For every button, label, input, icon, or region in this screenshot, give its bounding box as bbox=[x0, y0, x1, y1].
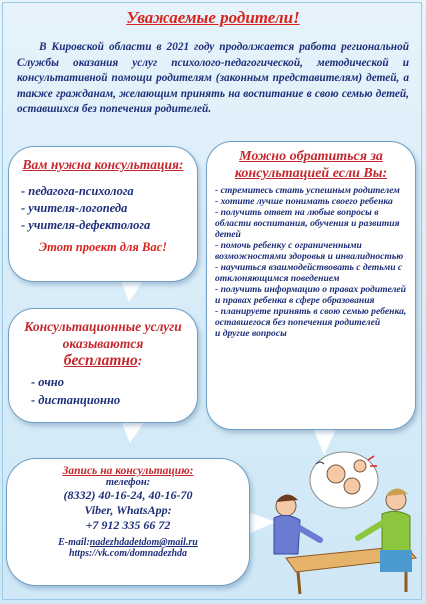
list-item: - получить ответ на любые вопросы в области воспитания, обучения и развития детей bbox=[215, 207, 400, 240]
free-label: бесплатно bbox=[63, 352, 138, 369]
vk-link[interactable]: https://vk.com/domnadezhda bbox=[68, 548, 188, 559]
reasons-list bbox=[215, 185, 409, 339]
phone-numbers[interactable]: (8332) 40-16-24, 40-16-70 bbox=[63, 488, 193, 502]
record-title: Запись на консультацию: bbox=[62, 465, 194, 477]
list-item: - очно bbox=[31, 375, 64, 389]
contacts-bubble bbox=[6, 458, 250, 586]
consultation-illustration-icon bbox=[256, 444, 420, 596]
services-title bbox=[9, 318, 197, 369]
mobile-number[interactable]: +7 912 335 66 72 bbox=[85, 518, 171, 532]
list-item: - учителя-дефектолога bbox=[21, 218, 151, 232]
list-item: - получить информацию о правах родителей и правах ребенка в сфере образования bbox=[215, 284, 407, 306]
list-item: - помочь ребенку с ограниченными возможностями здоровья и инвалидностью bbox=[215, 240, 404, 262]
list-item: - педагога-психолога bbox=[21, 184, 134, 198]
page-title: Уважаемые родители! bbox=[126, 8, 300, 27]
list-item: - хотите лучше понимать своего ребенка bbox=[215, 196, 393, 207]
who-can-apply-title: Можно обратиться за консультацией если Вы: bbox=[234, 149, 388, 181]
phone-label: телефон: bbox=[105, 477, 151, 488]
services-title-colon: : bbox=[137, 353, 143, 368]
list-item: - дистанционно bbox=[31, 393, 121, 407]
list-item: - планируете принять в свою семью ребенка, оставшегося без попечения родителей bbox=[215, 306, 407, 328]
email-link[interactable]: nadezhdadetdom@mail.ru bbox=[89, 537, 198, 548]
list-item: - стремитесь стать успешным родителем bbox=[215, 185, 400, 196]
list-item: - учителя-логопеда bbox=[21, 201, 128, 215]
format-list bbox=[31, 373, 197, 409]
intro-paragraph: В Кировской области в 2021 году продолжается работа региональной Службы оказания услуг психолого-педагогической, методической и консультативной помощи родителям (законным представителям) детей, а также гражданам, желающим принять на воспитание в свою семью детей, оставшихся без попечения родителей. bbox=[17, 41, 409, 115]
consultation-need-bubble bbox=[8, 146, 198, 282]
specialist-list bbox=[21, 183, 197, 234]
project-slogan: Этот проект для Вас! bbox=[39, 240, 167, 254]
consultation-need-title: Вам нужна консультация: bbox=[22, 157, 184, 172]
email-line bbox=[7, 537, 249, 548]
services-bubble bbox=[8, 308, 198, 423]
who-can-apply-bubble bbox=[206, 141, 416, 430]
list-item: - научиться взаимодействовать с детьми с отклоняющимся поведением bbox=[215, 262, 403, 284]
services-title-text: Консультационные услуги оказываются bbox=[24, 319, 182, 351]
list-item: и другие вопросы bbox=[215, 328, 287, 339]
email-label: E-mail: bbox=[58, 537, 90, 548]
messengers-label: Viber, WhatsApp: bbox=[84, 503, 172, 517]
